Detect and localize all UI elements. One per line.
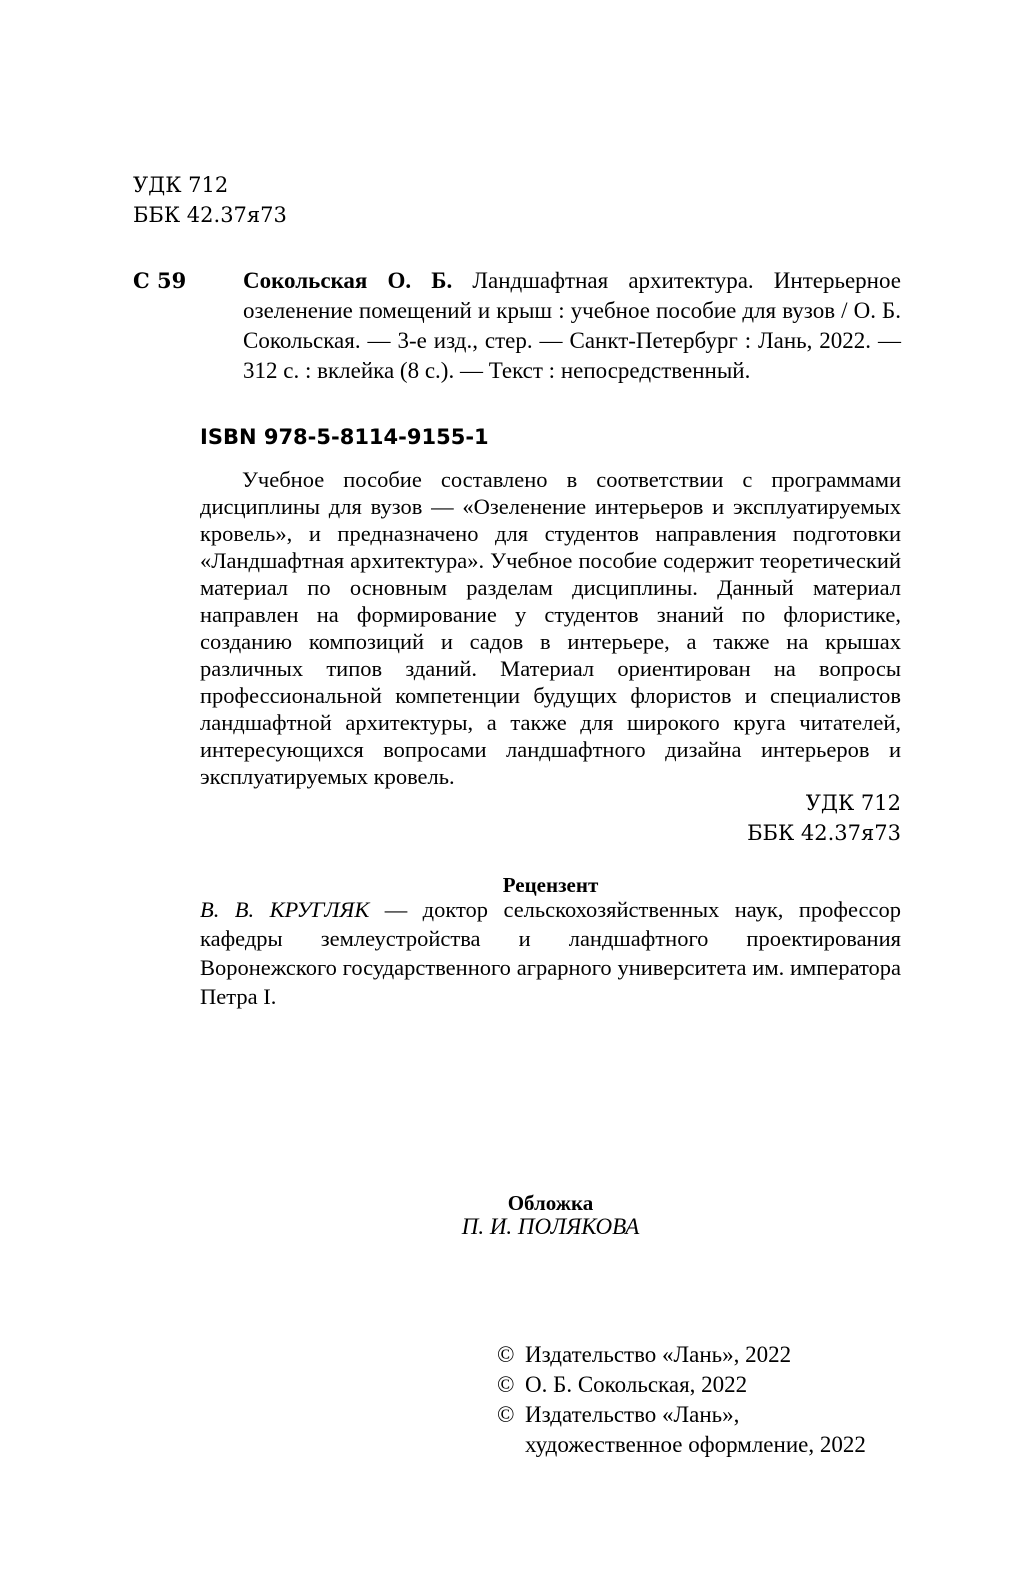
reviewer-info — [200, 895, 901, 1011]
classification-codes-top — [133, 170, 433, 230]
bibliographic-text: Ландшафтная архитектура. Интерьерное озеленение помещений и крыш : учебное пособие для вузов / О. Б. Сокольская. — 3-е изд., стер. — Санкт-Петербург : Лань, 2022. — 312 с. : вклейка (8 с.). — Текст : непосредственный. — [243, 268, 901, 383]
cover-designer: П. И. ПОЛЯКОВА — [461, 1214, 640, 1239]
catalog-entry — [133, 266, 901, 386]
reviewer-heading: Рецензент — [502, 873, 599, 897]
copyright-line — [497, 1400, 917, 1430]
copyright-continuation: художественное оформление, 2022 — [525, 1432, 866, 1457]
cover-heading: Обложка — [507, 1191, 594, 1215]
reviewer-description: — доктор сельскохозяйственных наук, профессор кафедры землеустройства и ландшафтного проектирования Воронежского государственного аграрного университета им. императора Петра I. — [200, 897, 901, 1009]
author-mark: С 59 — [133, 268, 187, 293]
copyright-symbol: © — [497, 1342, 515, 1367]
copyright-symbol: © — [497, 1402, 515, 1427]
copyright-text: Издательство «Лань», — [525, 1402, 740, 1427]
udk-code: УДК 712 — [805, 791, 901, 815]
copyright-symbol: © — [497, 1372, 515, 1397]
bibliographic-description — [243, 266, 901, 386]
reviewer-name: В. В. КРУГЛЯК — [200, 897, 370, 922]
udk-code: УДК 712 — [133, 173, 229, 197]
copyright-text: О. Б. Сокольская, 2022 — [525, 1372, 748, 1397]
copyright-text: Издательство «Лань», 2022 — [525, 1342, 792, 1367]
copyright-line — [497, 1370, 917, 1400]
classification-codes-bottom — [747, 788, 901, 848]
bbk-code: ББК 42.37я73 — [747, 821, 901, 845]
isbn: ISBN 978-5-8114-9155-1 — [200, 425, 489, 449]
bbk-code: ББК 42.37я73 — [133, 203, 287, 227]
copyright-line — [497, 1340, 917, 1370]
author-name: Сокольская О. Б. — [243, 268, 453, 293]
annotation: Учебное пособие составлено в соответствии с программами дисциплины для вузов — «Озеленение интерьеров и эксплуатируемых кровель», и предназначено для студентов направления подготовки «Ландшафтная архитектура». Учебное пособие содержит теоретический материал по основным разделам дисциплины. Данный материал направлен на формирование у студентов знаний по флористике, созданию композиций и садов в интерьере, а также на крышах различных типов зданий. Материал ориентирован на вопросы профессиональной компетенции будущих флористов и специалистов ландшафтной архитектуры, а также для широкого круга читателей, интересующихся вопросами ландшафтного дизайна интерьеров и эксплуатируемых кровель. — [200, 467, 901, 789]
copyright-block — [497, 1340, 917, 1460]
